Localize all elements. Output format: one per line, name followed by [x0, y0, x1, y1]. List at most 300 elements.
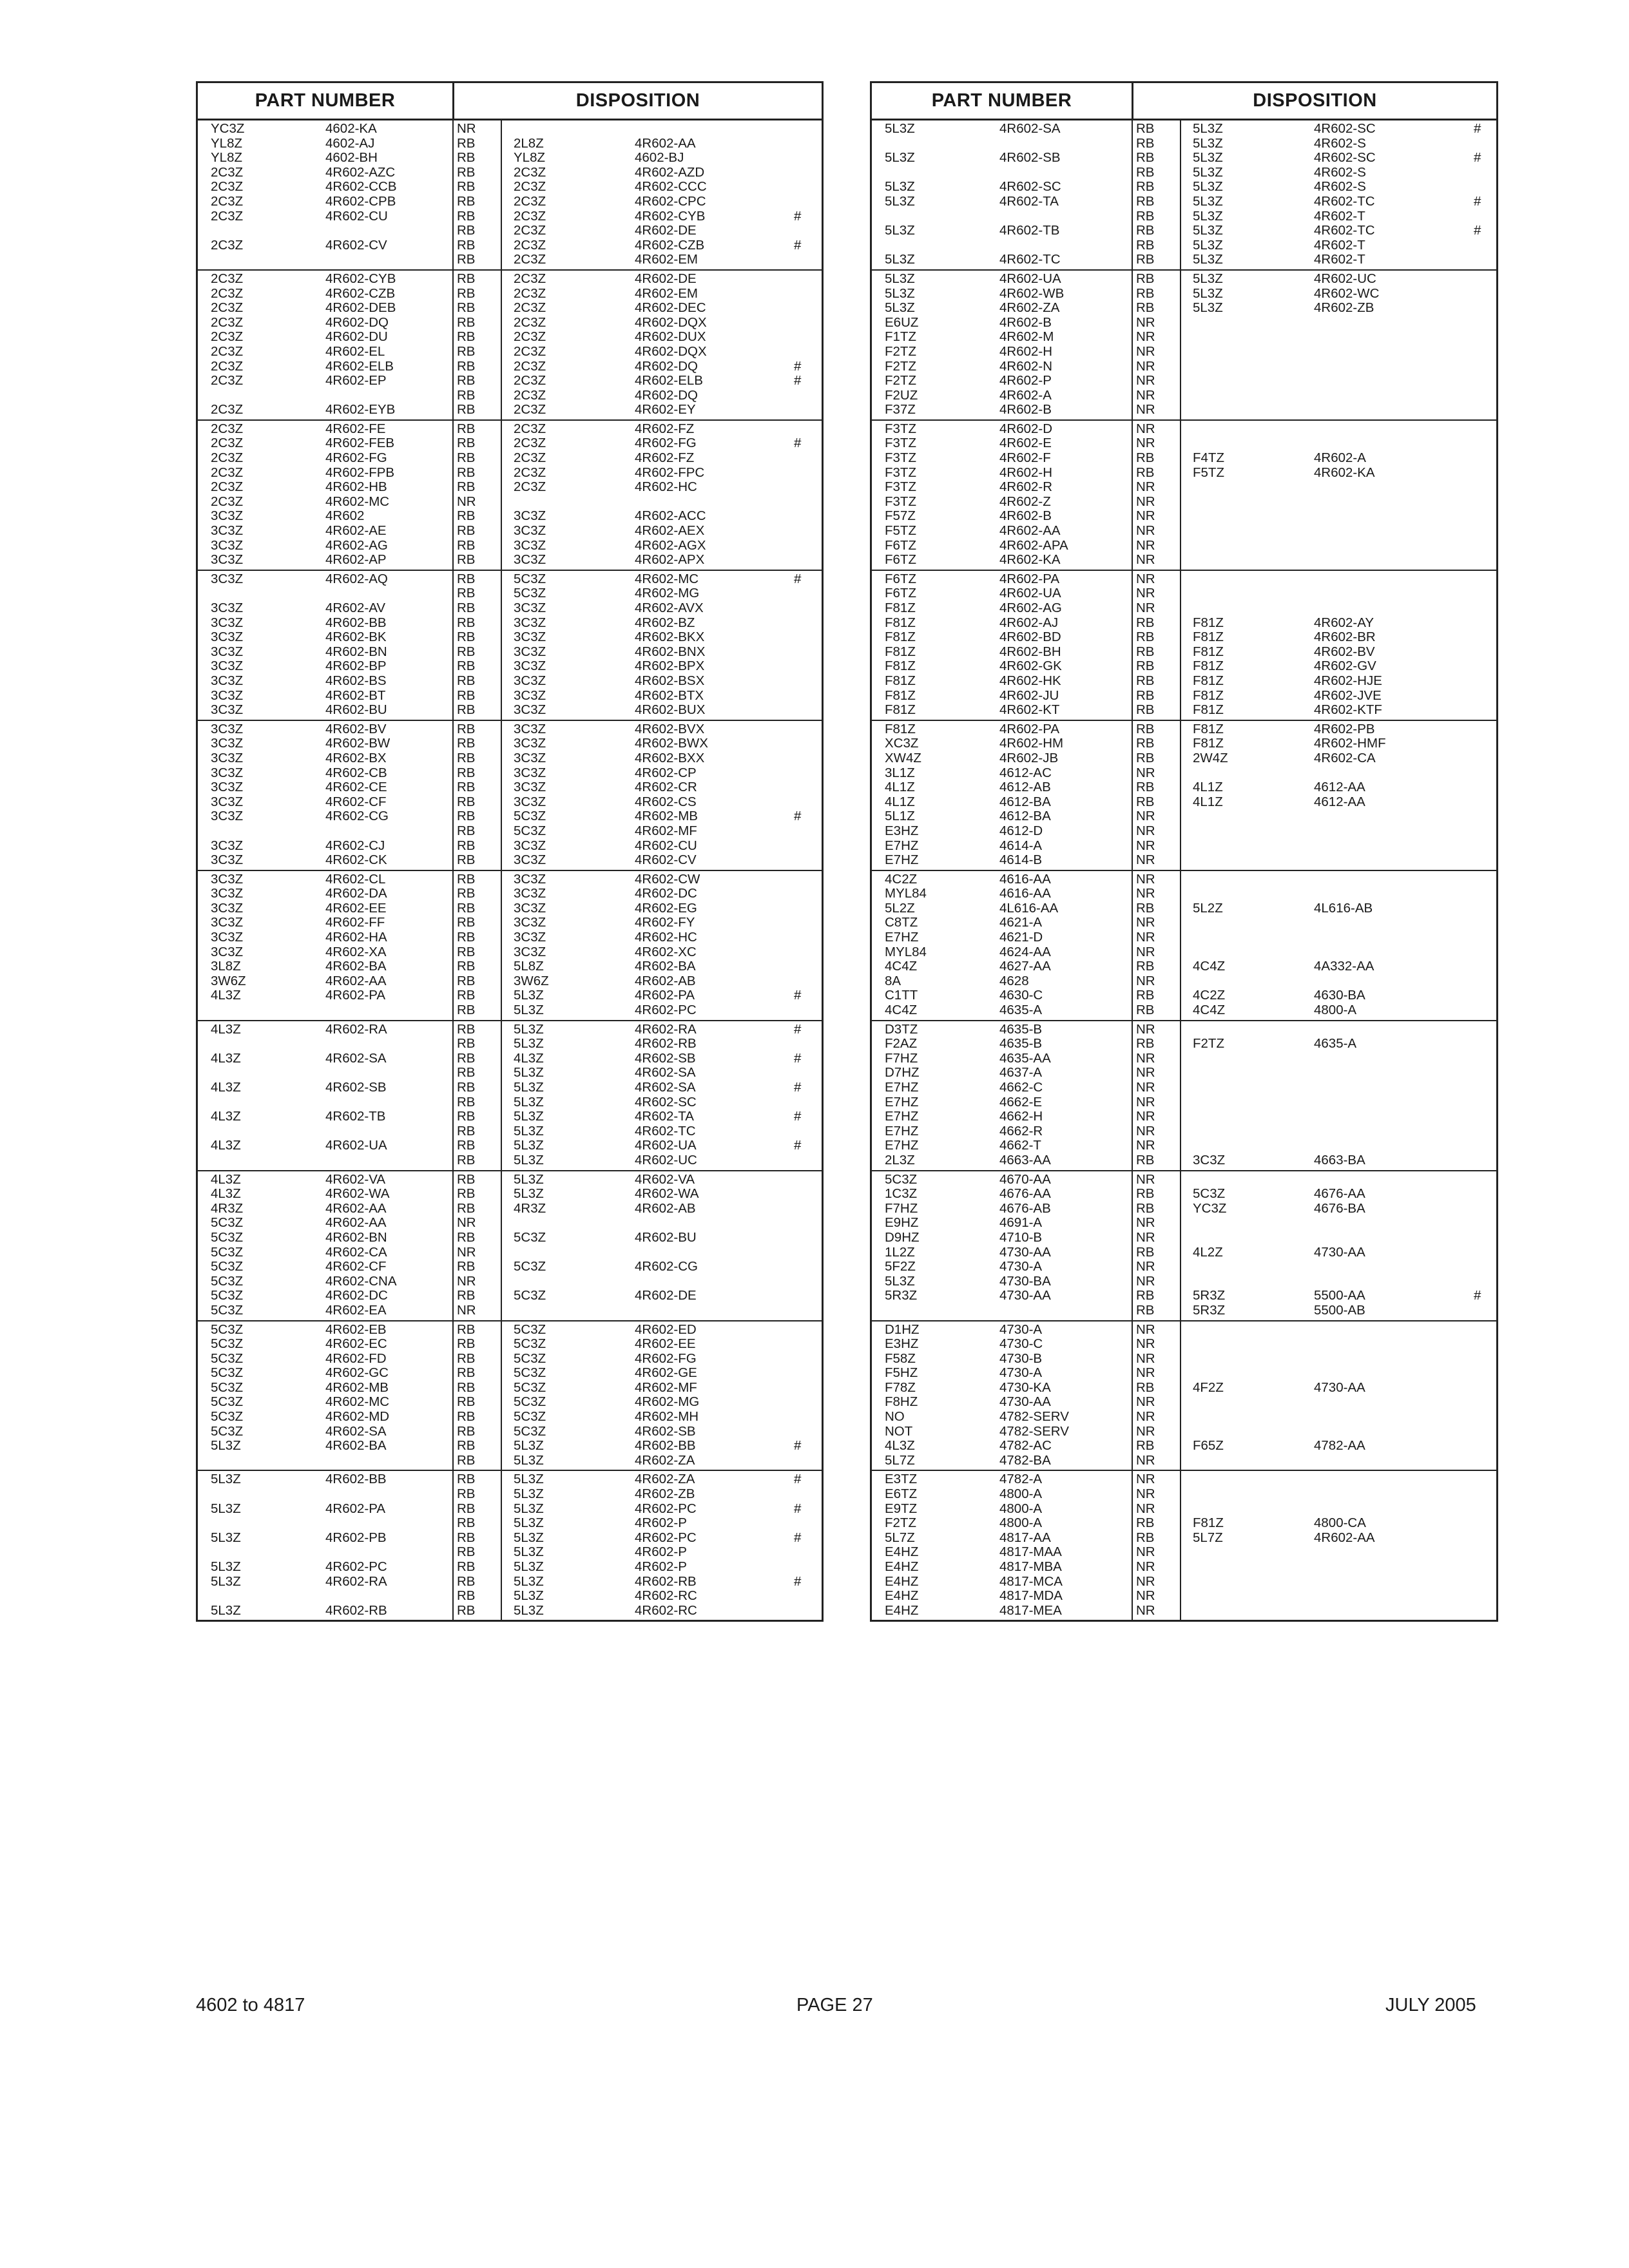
disposition-code: RB: [457, 1472, 476, 1487]
table-row: [198, 480, 822, 495]
part-prefix: 5L2Z: [885, 900, 915, 916]
part-prefix: F2UZ: [885, 387, 918, 403]
new-part-number: 4R602-CW: [635, 871, 700, 887]
part-number: 4R602-ZA: [999, 300, 1060, 316]
disposition-code: NR: [1136, 944, 1155, 959]
row-group: [872, 721, 1496, 871]
part-number: 4R602-H: [999, 465, 1053, 480]
part-prefix: 4L3Z: [885, 1438, 915, 1454]
table-row: [198, 703, 822, 718]
new-part-prefix: 2C3Z: [514, 223, 546, 238]
table-row: [872, 780, 1496, 795]
row-group: [198, 1171, 822, 1321]
new-part-number: 4R602-RA: [635, 1021, 697, 1037]
table-row: [872, 988, 1496, 1003]
note-mark: #: [794, 1080, 802, 1095]
new-part-prefix: 5L3Z: [514, 1021, 544, 1037]
disposition-code: RB: [457, 300, 476, 316]
disposition-code: NR: [1136, 871, 1155, 887]
disposition-code: RB: [457, 1530, 476, 1545]
disposition-code: RB: [1136, 1288, 1155, 1303]
new-part-prefix: 4L2Z: [1193, 1244, 1223, 1260]
new-part-prefix: 5C3Z: [514, 1288, 546, 1303]
part-prefix: F8HZ: [885, 1394, 918, 1410]
part-number: 4R602-JU: [999, 687, 1059, 703]
disposition-code: RB: [1136, 1438, 1155, 1454]
new-part-prefix: 3C3Z: [514, 629, 546, 645]
part-number: 4R602-SC: [999, 179, 1061, 195]
part-prefix: 3C3Z: [211, 780, 244, 795]
new-part-number: 4R602-AB: [635, 973, 696, 988]
new-part-prefix: 2W4Z: [1193, 750, 1228, 765]
disposition-code: RB: [457, 1065, 476, 1081]
table-row: [198, 1516, 822, 1531]
new-part-number: 4R602-FZ: [635, 450, 695, 466]
part-number: 4R602-BD: [999, 629, 1061, 645]
table-row: [872, 1589, 1496, 1604]
new-part-number: 4R602-RC: [635, 1588, 697, 1604]
new-part-number: 5500-AB: [1314, 1302, 1365, 1318]
new-part-prefix: 5L7Z: [1193, 1530, 1223, 1545]
table-row: [872, 524, 1496, 539]
part-prefix: D3TZ: [885, 1021, 918, 1037]
table-row: [198, 1216, 822, 1231]
part-number-header: PART NUMBER: [198, 83, 454, 119]
disposition-code: NR: [1136, 1273, 1155, 1289]
table-row: [872, 751, 1496, 766]
disposition-code: RB: [457, 601, 476, 615]
table-row: [872, 1187, 1496, 1202]
part-prefix: F6TZ: [885, 537, 916, 553]
table-row: [198, 1173, 822, 1187]
table-row: [872, 466, 1496, 481]
new-part-number: 4R602-FZ: [635, 421, 695, 436]
table-row: [198, 495, 822, 510]
part-prefix: 2C3Z: [211, 271, 244, 286]
new-part-prefix: F81Z: [1193, 644, 1224, 659]
new-part-number: 4R602-P: [635, 1515, 687, 1531]
new-part-number: 4R602-WC: [1314, 285, 1380, 301]
disposition-code: RB: [457, 794, 476, 809]
table-row: [198, 930, 822, 945]
part-prefix: 4L3Z: [211, 988, 241, 1003]
table-row: [198, 959, 822, 974]
new-part-number: 4R602-DE: [635, 223, 697, 238]
part-number: 4R602-FD: [325, 1350, 387, 1366]
new-part-prefix: 4C4Z: [1193, 959, 1226, 974]
part-prefix: 5C3Z: [211, 1321, 244, 1337]
new-part-prefix: 5L3Z: [1193, 300, 1223, 316]
new-part-prefix: 2C3Z: [514, 271, 546, 286]
part-number: 4R602-CF: [325, 794, 387, 809]
part-number: 4710-B: [999, 1229, 1043, 1245]
new-part-prefix: 2C3Z: [514, 208, 546, 224]
part-prefix: 3C3Z: [211, 601, 244, 615]
new-part-prefix: 2C3Z: [514, 465, 546, 480]
disposition-code: RB: [1136, 179, 1155, 195]
table-row: [872, 287, 1496, 302]
table-row: [872, 916, 1496, 930]
new-part-number: 4R602-AVX: [635, 601, 704, 615]
part-prefix: E7HZ: [885, 1094, 919, 1110]
table-row: [198, 1575, 822, 1590]
part-number: 4R602-SB: [999, 150, 1061, 166]
part-prefix: E4HZ: [885, 1559, 919, 1574]
new-part-prefix: 3C3Z: [514, 750, 546, 765]
part-number: 4R602-HB: [325, 479, 387, 495]
part-number: 4R602-E: [999, 436, 1052, 451]
new-part-prefix: 3C3Z: [514, 838, 546, 853]
new-part-number: 4602-BJ: [635, 150, 684, 166]
new-part-number: 4R602-PC: [635, 1003, 697, 1018]
part-prefix: 5C3Z: [211, 1273, 244, 1289]
part-prefix: 3C3Z: [211, 523, 244, 539]
new-part-number: 4R602-DQX: [635, 343, 707, 359]
disposition-code: NR: [1136, 1215, 1155, 1231]
new-part-prefix: 5L3Z: [514, 1080, 544, 1095]
table-row: [872, 122, 1496, 137]
table-row: [872, 224, 1496, 238]
new-part-number: 4R602-BZ: [635, 615, 695, 630]
row-group: [198, 120, 822, 271]
part-number: 4730-KA: [999, 1379, 1051, 1395]
table-row: [872, 601, 1496, 616]
new-part-number: 4R602-CCC: [635, 179, 707, 195]
table-header: [198, 83, 822, 120]
part-prefix: 2C3Z: [211, 465, 244, 480]
part-prefix: 2C3Z: [211, 479, 244, 495]
part-prefix: 2C3Z: [211, 179, 244, 195]
table-row: [198, 1425, 822, 1439]
part-prefix: 2C3Z: [211, 314, 244, 330]
table-row: [198, 1604, 822, 1619]
table-row: [198, 451, 822, 466]
part-number: 4662-H: [999, 1109, 1043, 1124]
part-number: 4R602-MD: [325, 1409, 390, 1425]
table-row: [198, 1589, 822, 1604]
note-mark: #: [1474, 150, 1481, 166]
note-mark: #: [1474, 193, 1481, 209]
disposition-code: RB: [1136, 615, 1155, 630]
part-prefix: 2C3Z: [211, 494, 244, 509]
part-prefix: XW4Z: [885, 750, 921, 765]
disposition-code: NR: [1136, 343, 1155, 359]
part-prefix: 3C3Z: [211, 809, 244, 824]
table-row: [872, 1531, 1496, 1546]
new-part-prefix: 5L3Z: [514, 1438, 544, 1454]
new-part-prefix: 5L3Z: [514, 1559, 544, 1574]
part-number: 4730-AA: [999, 1244, 1051, 1260]
table-row: [198, 1472, 822, 1487]
part-prefix: F37Z: [885, 402, 916, 418]
disposition-code: RB: [457, 1409, 476, 1425]
part-number: 4R602-M: [999, 329, 1054, 345]
table-row: [198, 166, 822, 180]
disposition-code: RB: [457, 179, 476, 195]
table-row: [198, 553, 822, 568]
disposition-code: RB: [457, 523, 476, 539]
disposition-code: NR: [1136, 586, 1155, 601]
part-prefix: NOT: [885, 1423, 913, 1439]
new-part-number: 4R602-PC: [635, 1501, 697, 1516]
new-part-number: 4R602-DE: [635, 1288, 697, 1303]
new-part-number: 4R602-SC: [1314, 150, 1376, 166]
disposition-code: RB: [457, 1365, 476, 1381]
disposition-code: RB: [457, 586, 476, 601]
new-part-number: 4R602-DUX: [635, 329, 706, 345]
part-number: 4662-T: [999, 1138, 1041, 1153]
new-part-prefix: 5L3Z: [514, 1515, 544, 1531]
disposition-code: RB: [1136, 237, 1155, 253]
new-part-prefix: 3C3Z: [514, 765, 546, 780]
disposition-code: RB: [457, 271, 476, 286]
new-part-prefix: 5C3Z: [514, 1229, 546, 1245]
part-number: 4R602-PA: [999, 721, 1060, 736]
part-prefix: 4L1Z: [885, 780, 915, 795]
new-part-prefix: 3C3Z: [514, 886, 546, 901]
new-part-prefix: 3C3Z: [514, 930, 546, 945]
part-prefix: F2TZ: [885, 358, 916, 374]
table-row: [872, 1202, 1496, 1216]
part-prefix: 2C3Z: [211, 164, 244, 180]
new-part-number: 4R602-MF: [635, 823, 697, 838]
disposition-code: RB: [457, 886, 476, 901]
part-number: 4R602-AA: [325, 1200, 387, 1216]
part-prefix: F7HZ: [885, 1050, 918, 1066]
new-part-prefix: 2C3Z: [514, 358, 546, 374]
new-part-number: 4R602-DQ: [635, 358, 698, 374]
new-part-number: 4R602-EM: [635, 252, 698, 267]
table-row: [872, 422, 1496, 437]
part-prefix: 2C3Z: [211, 436, 244, 451]
new-part-prefix: 5C3Z: [514, 1259, 546, 1274]
note-mark: #: [794, 1530, 802, 1545]
part-number: 4R602-GK: [999, 658, 1062, 674]
new-part-prefix: 4C4Z: [1193, 1003, 1226, 1018]
part-number: 4R602-R: [999, 479, 1053, 495]
part-number: 4R602-AV: [325, 601, 386, 615]
disposition-code: RB: [1136, 629, 1155, 645]
new-part-prefix: 3C3Z: [514, 673, 546, 688]
part-prefix: F58Z: [885, 1350, 916, 1366]
disposition-code: RB: [457, 1544, 476, 1560]
table-row: [198, 630, 822, 645]
table-row: [872, 689, 1496, 704]
disposition-code: NR: [1136, 886, 1155, 901]
part-prefix: F81Z: [885, 601, 916, 615]
disposition-code: NR: [1136, 537, 1155, 553]
part-prefix: 4R3Z: [211, 1200, 244, 1216]
part-number: 4R602-AG: [999, 601, 1062, 615]
part-number: 4817-AA: [999, 1530, 1051, 1545]
table-row: [198, 872, 822, 887]
disposition-code: RB: [457, 1288, 476, 1303]
table-row: [872, 853, 1496, 868]
part-prefix: 5L3Z: [885, 252, 915, 267]
new-part-number: 4R602-SC: [635, 1094, 697, 1110]
table-row: [872, 1245, 1496, 1260]
new-part-number: 4R602-T: [1314, 237, 1365, 253]
part-number: 4R602-EC: [325, 1336, 387, 1352]
disposition-code: RB: [457, 1138, 476, 1153]
part-number-header: PART NUMBER: [872, 83, 1133, 119]
disposition-code: NR: [1136, 373, 1155, 389]
disposition-code: RB: [457, 373, 476, 389]
disposition-code: RB: [457, 780, 476, 795]
new-part-prefix: F2TZ: [1193, 1036, 1224, 1052]
table-row: [872, 722, 1496, 737]
disposition-code: NR: [1136, 571, 1155, 586]
table-row: [872, 272, 1496, 287]
part-number: 4800-A: [999, 1515, 1043, 1531]
new-part-prefix: 5L3Z: [514, 1094, 544, 1110]
disposition-code: RB: [457, 1438, 476, 1454]
table-row: [872, 795, 1496, 810]
table-row: [198, 795, 822, 810]
part-prefix: 3C3Z: [211, 629, 244, 645]
part-number: 4R602-GC: [325, 1365, 389, 1381]
new-part-number: 4R602-BUX: [635, 702, 706, 718]
table-row: [872, 495, 1496, 510]
new-part-prefix: 2C3Z: [514, 421, 546, 436]
new-part-number: 4R602-BB: [635, 1438, 696, 1454]
new-part-number: 4730-AA: [1314, 1244, 1365, 1260]
table-row: [872, 1081, 1496, 1095]
new-part-number: 4R602-DQX: [635, 314, 707, 330]
new-part-prefix: 5C3Z: [1193, 1186, 1226, 1202]
part-prefix: F2TZ: [885, 373, 916, 389]
table-row: [198, 1502, 822, 1517]
disposition-code: RB: [1136, 121, 1155, 136]
part-prefix: 3W6Z: [211, 973, 246, 988]
table-row: [872, 1037, 1496, 1052]
part-number: 4R602-BS: [325, 673, 387, 688]
part-prefix: D1HZ: [885, 1321, 920, 1337]
new-part-prefix: 5L3Z: [1193, 285, 1223, 301]
new-part-number: 4R602-BA: [635, 959, 696, 974]
table-row: [198, 316, 822, 331]
part-prefix: E7HZ: [885, 852, 919, 868]
part-number: 4R602-UA: [325, 1138, 387, 1153]
disposition-code: RB: [1136, 285, 1155, 301]
disposition-code: NR: [1136, 494, 1155, 509]
disposition-code: RB: [457, 450, 476, 466]
disposition-code: RB: [457, 838, 476, 853]
new-part-prefix: 5L3Z: [514, 1486, 544, 1502]
new-part-prefix: 3C3Z: [514, 721, 546, 736]
disposition-code: NR: [1136, 1080, 1155, 1095]
disposition-code: NR: [1136, 1409, 1155, 1425]
new-part-number: 4R602-FG: [635, 436, 697, 451]
table-row: [198, 1289, 822, 1303]
part-prefix: 5L3Z: [211, 1559, 241, 1574]
part-number: 4782-BA: [999, 1452, 1051, 1468]
new-part-prefix: 5L3Z: [1193, 271, 1223, 286]
new-part-number: 4R602-KTF: [1314, 702, 1382, 718]
note-mark: #: [794, 1050, 802, 1066]
disposition-code: NR: [1136, 1259, 1155, 1274]
table-row: [198, 586, 822, 601]
new-part-number: 4R602-EG: [635, 900, 697, 916]
part-number: 4R602-DEB: [325, 300, 396, 316]
new-part-prefix: 3C3Z: [514, 615, 546, 630]
table-row: [872, 480, 1496, 495]
part-prefix: 3C3Z: [211, 537, 244, 553]
disposition-code: RB: [457, 387, 476, 403]
table-row: [198, 945, 822, 960]
row-group: [872, 871, 1496, 1021]
disposition-code: RB: [1136, 223, 1155, 238]
new-part-prefix: 3C3Z: [514, 552, 546, 568]
table-row: [198, 689, 822, 704]
new-part-number: 4R602-S: [1314, 179, 1366, 195]
disposition-code: RB: [457, 615, 476, 630]
new-part-prefix: 2C3Z: [514, 387, 546, 403]
table-row: [872, 572, 1496, 587]
part-number: 4R602-AA: [999, 523, 1061, 539]
part-prefix: MYL84: [885, 944, 927, 959]
part-prefix: 5L3Z: [885, 223, 915, 238]
new-part-prefix: 5L3Z: [514, 1123, 544, 1139]
new-part-number: 4R602-DE: [635, 271, 697, 286]
disposition-code: NR: [1136, 1138, 1155, 1153]
table-row: [872, 674, 1496, 689]
part-prefix: 3C3Z: [211, 552, 244, 568]
part-prefix: E4HZ: [885, 1602, 919, 1618]
new-part-number: 4R602-CG: [635, 1259, 698, 1274]
new-part-prefix: F81Z: [1193, 721, 1224, 736]
table-row: [872, 1337, 1496, 1352]
disposition-code: RB: [457, 750, 476, 765]
table-row: [198, 287, 822, 302]
table-row: [198, 1052, 822, 1066]
table-row: [872, 403, 1496, 418]
disposition-code: RB: [1136, 959, 1155, 974]
part-number: 4R602-BN: [325, 1229, 387, 1245]
disposition-code: RB: [457, 193, 476, 209]
part-number: 4R602-UA: [999, 271, 1061, 286]
part-prefix: 3C3Z: [211, 930, 244, 945]
part-number: 4730-A: [999, 1365, 1043, 1381]
part-number: 4R602-CZB: [325, 285, 396, 301]
part-prefix: 3C3Z: [211, 944, 244, 959]
disposition-code: RB: [457, 1350, 476, 1366]
disposition-code: RB: [457, 223, 476, 238]
part-prefix: 3C3Z: [211, 658, 244, 674]
part-number: 4R602-XA: [325, 944, 387, 959]
new-part-number: 4R602-EE: [635, 1336, 696, 1352]
table-row: [198, 736, 822, 751]
part-number: 4R602-DA: [325, 886, 387, 901]
part-prefix: 3C3Z: [211, 886, 244, 901]
disposition-code: NR: [1136, 1559, 1155, 1574]
part-number: 4R602-CF: [325, 1259, 387, 1274]
new-part-number: 4R602-BR: [1314, 629, 1376, 645]
table-row: [872, 1604, 1496, 1619]
disposition-code: RB: [1136, 1379, 1155, 1395]
row-group: [198, 271, 822, 421]
disposition-code: RB: [457, 285, 476, 301]
disposition-code: RB: [457, 765, 476, 780]
table-row: [198, 330, 822, 345]
part-number: 4R602-HA: [325, 930, 387, 945]
table-row: [198, 1037, 822, 1052]
part-prefix: 5C3Z: [211, 1244, 244, 1260]
part-number: 4663-AA: [999, 1152, 1051, 1168]
part-number: 4612-AC: [999, 765, 1052, 780]
new-part-prefix: 3C3Z: [514, 871, 546, 887]
new-part-number: 4R602-TA: [635, 1109, 694, 1124]
